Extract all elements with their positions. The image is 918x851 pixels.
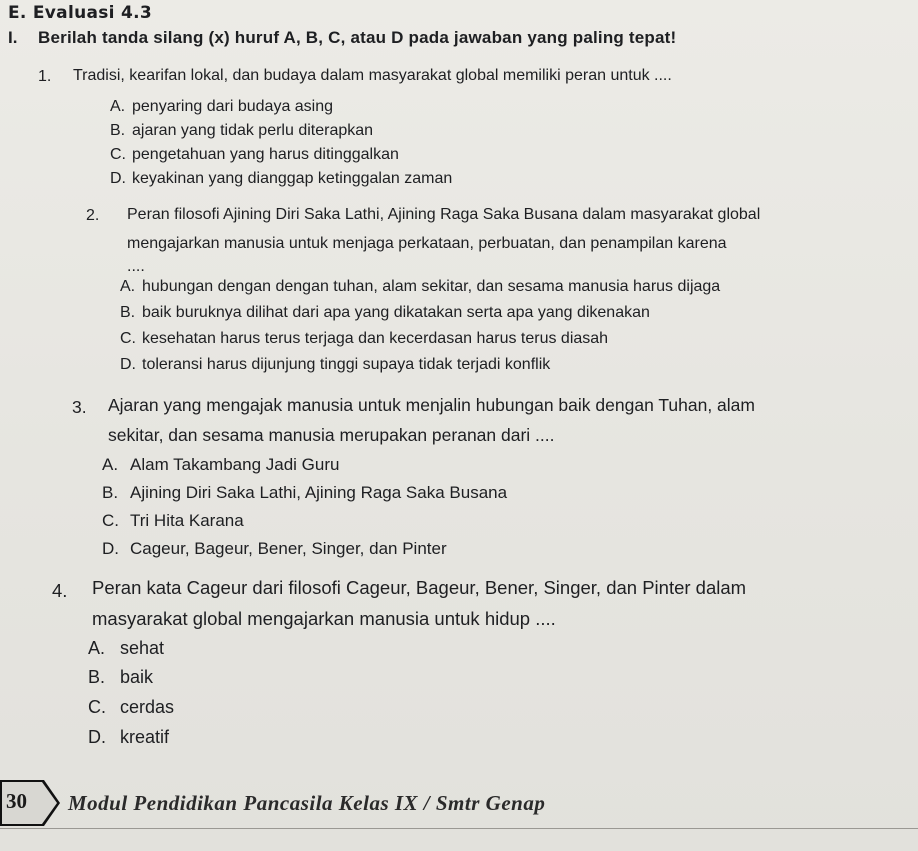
- question-text-line-2: sekitar, dan sesama manusia merupakan peranan dari ....: [108, 425, 555, 445]
- question-text-line-1: Peran kata Cageur dari filosofi Cageur, Bageur, Bener, Singer, dan Pinter dalam: [92, 577, 747, 598]
- option-text: pengetahuan yang harus ditinggalkan: [132, 146, 399, 163]
- option-text: penyaring dari budaya asing: [132, 98, 334, 115]
- option-text: Cageur, Bageur, Bener, Singer, dan Pinter: [130, 539, 447, 558]
- option-d[interactable]: [120, 356, 550, 374]
- option-letter: D.: [88, 727, 106, 747]
- option-text: ajaran yang tidak perlu diterapkan: [132, 122, 374, 139]
- option-text: sehat: [120, 638, 165, 658]
- part-number: I.: [8, 28, 18, 47]
- option-text: cerdas: [120, 697, 175, 717]
- question-number: 2.: [86, 207, 100, 224]
- part-instruction: Berilah tanda silang (x) huruf A, B, C, atau D pada jawaban yang paling tepat!: [38, 28, 677, 47]
- option-letter: D.: [102, 539, 119, 558]
- option-c[interactable]: [110, 146, 399, 164]
- option-a[interactable]: [102, 455, 339, 475]
- option-letter: A.: [110, 98, 126, 115]
- option-a[interactable]: [120, 278, 720, 296]
- option-letter: B.: [102, 483, 119, 502]
- option-c[interactable]: [88, 697, 174, 718]
- section-title: E. Evaluasi 4.3: [8, 3, 153, 23]
- question-text-line-3: ....: [127, 258, 145, 275]
- question-text-line-2: masyarakat global mengajarkan manusia untuk hidup ....: [92, 608, 556, 629]
- option-d[interactable]: [110, 170, 452, 188]
- option-text: Tri Hita Karana: [130, 511, 244, 530]
- option-b[interactable]: [120, 304, 650, 322]
- option-b[interactable]: [102, 483, 507, 503]
- option-text: baik: [120, 667, 154, 687]
- question-text-line-2: mengajarkan manusia untuk menjaga perkataan, perbuatan, dan penampilan karena: [127, 235, 727, 252]
- option-c[interactable]: [102, 511, 244, 531]
- option-letter: B.: [88, 667, 106, 687]
- option-b[interactable]: [110, 122, 373, 140]
- option-text: toleransi harus dijunjung tinggi supaya tidak terjadi konflik: [142, 356, 551, 373]
- option-text: baik buruknya dilihat dari apa yang dikatakan serta apa yang dikenakan: [142, 304, 650, 321]
- page-number: 30: [6, 789, 27, 813]
- option-text: kreatif: [120, 727, 170, 747]
- option-text: hubungan dengan dengan tuhan, alam sekitar, dan sesama manusia harus dijaga: [142, 278, 721, 295]
- option-d[interactable]: [88, 727, 169, 748]
- option-text: Ajining Diri Saka Lathi, Ajining Raga Saka Busana: [130, 483, 508, 502]
- book-title: Modul Pendidikan Pancasila Kelas IX / Smtr Genap: [68, 791, 546, 815]
- option-b[interactable]: [88, 667, 153, 688]
- option-d[interactable]: [102, 539, 447, 559]
- option-letter: D.: [110, 170, 126, 187]
- option-a[interactable]: [88, 638, 164, 659]
- question-text-line-1: Ajaran yang mengajak manusia untuk menjalin hubungan baik dengan Tuhan, alam: [108, 395, 755, 415]
- option-letter: C.: [102, 511, 119, 530]
- footer-divider: [0, 828, 918, 829]
- option-letter: C.: [120, 330, 136, 347]
- question-text-line-1: Peran filosofi Ajining Diri Saka Lathi, Ajining Raga Saka Busana dalam masyarakat global: [127, 206, 761, 223]
- option-text: kesehatan harus terus terjaga dan kecerdasan harus terus diasah: [142, 330, 609, 347]
- option-letter: A.: [102, 455, 119, 474]
- question-number: 1.: [38, 68, 52, 85]
- option-letter: D.: [120, 356, 136, 373]
- option-letter: C.: [110, 146, 126, 163]
- question-number: 4.: [52, 580, 68, 601]
- option-c[interactable]: [120, 330, 608, 348]
- question-text: Tradisi, kearifan lokal, dan budaya dalam masyarakat global memiliki peran untuk ....: [73, 67, 672, 84]
- option-letter: A.: [120, 278, 136, 295]
- option-letter: C.: [88, 697, 106, 717]
- question-number: 3.: [72, 397, 87, 417]
- option-a[interactable]: [110, 98, 333, 116]
- option-letter: B.: [120, 304, 136, 321]
- option-text: keyakinan yang dianggap ketinggalan zaman: [132, 170, 453, 187]
- option-letter: B.: [110, 122, 126, 139]
- option-text: Alam Takambang Jadi Guru: [130, 455, 340, 474]
- option-letter: A.: [88, 638, 106, 658]
